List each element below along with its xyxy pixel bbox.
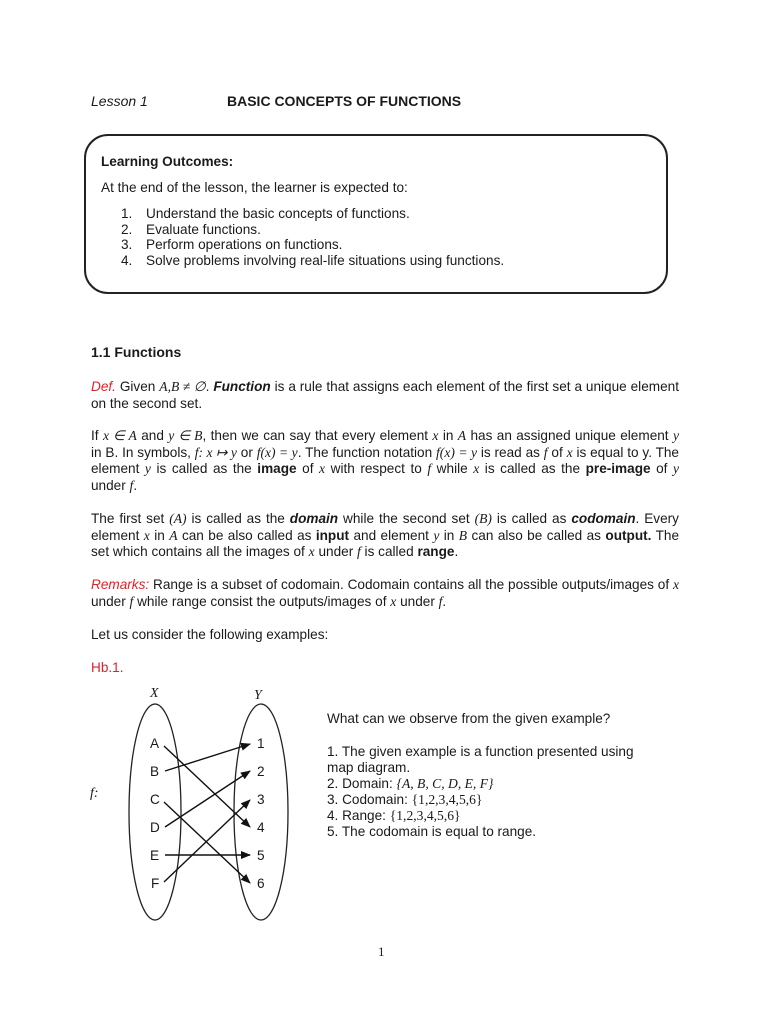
learning-outcomes-heading: Learning Outcomes:: [101, 154, 234, 169]
observation-item: 4. Range: {1,2,3,4,5,6}: [327, 808, 461, 823]
codomain-element: 5: [257, 848, 265, 863]
notation-paragraph: If x ∈ A and y ∈ B, then we can say that every element x in A has an assigned unique element y in B. In symbols, f: x ↦ y or f(x) = y. The function notation f(x) = y is read as f of x is equal to y. The element y is called as the image of x with respect to f while x is called as the pre-image of y under f.: [91, 428, 680, 493]
function-label: f:: [90, 786, 99, 801]
observations-list: [327, 744, 657, 840]
learning-outcomes-intro: At the end of the lesson, the learner is expected to:: [101, 180, 408, 195]
codomain-set-label: Y: [254, 688, 262, 703]
domain-element: E: [150, 848, 160, 863]
lesson-label: Lesson 1: [91, 93, 148, 109]
domain-element: A: [150, 736, 160, 751]
definition-label: Def.: [91, 379, 116, 394]
example-label: Hb.1.: [91, 660, 124, 675]
observation-question: What can we observe from the given example?: [327, 711, 611, 726]
domain-element: C: [150, 792, 160, 807]
page-number: 1: [378, 944, 385, 959]
observation-item: 2. Domain: {A, B, C, D, E, F}: [327, 776, 494, 791]
page-title: BASIC CONCEPTS OF FUNCTIONS: [227, 93, 462, 109]
codomain-element: 2: [257, 764, 265, 779]
codomain-element: 6: [257, 876, 265, 891]
codomain-element: 1: [257, 736, 265, 751]
domain-element: F: [151, 876, 160, 891]
codomain-element: 4: [257, 820, 265, 835]
definition-paragraph: Def. Given A,B ≠ ∅. Function is a rule that assigns each element of the first set a unique element on the second set.: [91, 379, 679, 411]
list-item: 2. Evaluate functions.: [121, 221, 261, 237]
domain-set-label: X: [150, 686, 159, 701]
arrow-F-3: [164, 800, 250, 882]
observation-item: 5. The codomain is equal to range.: [327, 824, 537, 839]
domain-element: D: [150, 820, 160, 835]
examples-intro: Let us consider the following examples:: [91, 627, 329, 642]
codomain-element: 3: [257, 792, 265, 807]
remarks-paragraph: Remarks: Range is a subset of codomain. Codomain contains all the possible outputs/images of x under f while range consist the outputs/images of x under f.: [91, 577, 679, 609]
list-item: 1. Understand the basic concepts of functions.: [121, 206, 410, 221]
list-item: 3. Perform operations on functions.: [121, 237, 343, 252]
domain-element: B: [150, 764, 160, 779]
observation-item: 1. The given example is a function presented using map diagram.: [327, 744, 634, 775]
term-function: Function: [213, 379, 271, 394]
section-heading: 1.1 Functions: [91, 344, 182, 360]
domain-codomain-paragraph: The first set (A) is called as the domain while the second set (B) is called as codomain. Every element x in A can be also called as input and element y in B can also be called as output. The set which contains all the images of x under f is called range.: [91, 511, 680, 559]
arrow-D-2: [165, 771, 250, 827]
observation-item: 3. Codomain: {1,2,3,4,5,6}: [327, 792, 483, 807]
remarks-label: Remarks:: [91, 577, 150, 592]
list-item: 4. Solve problems involving real-life situations using functions.: [121, 252, 505, 268]
